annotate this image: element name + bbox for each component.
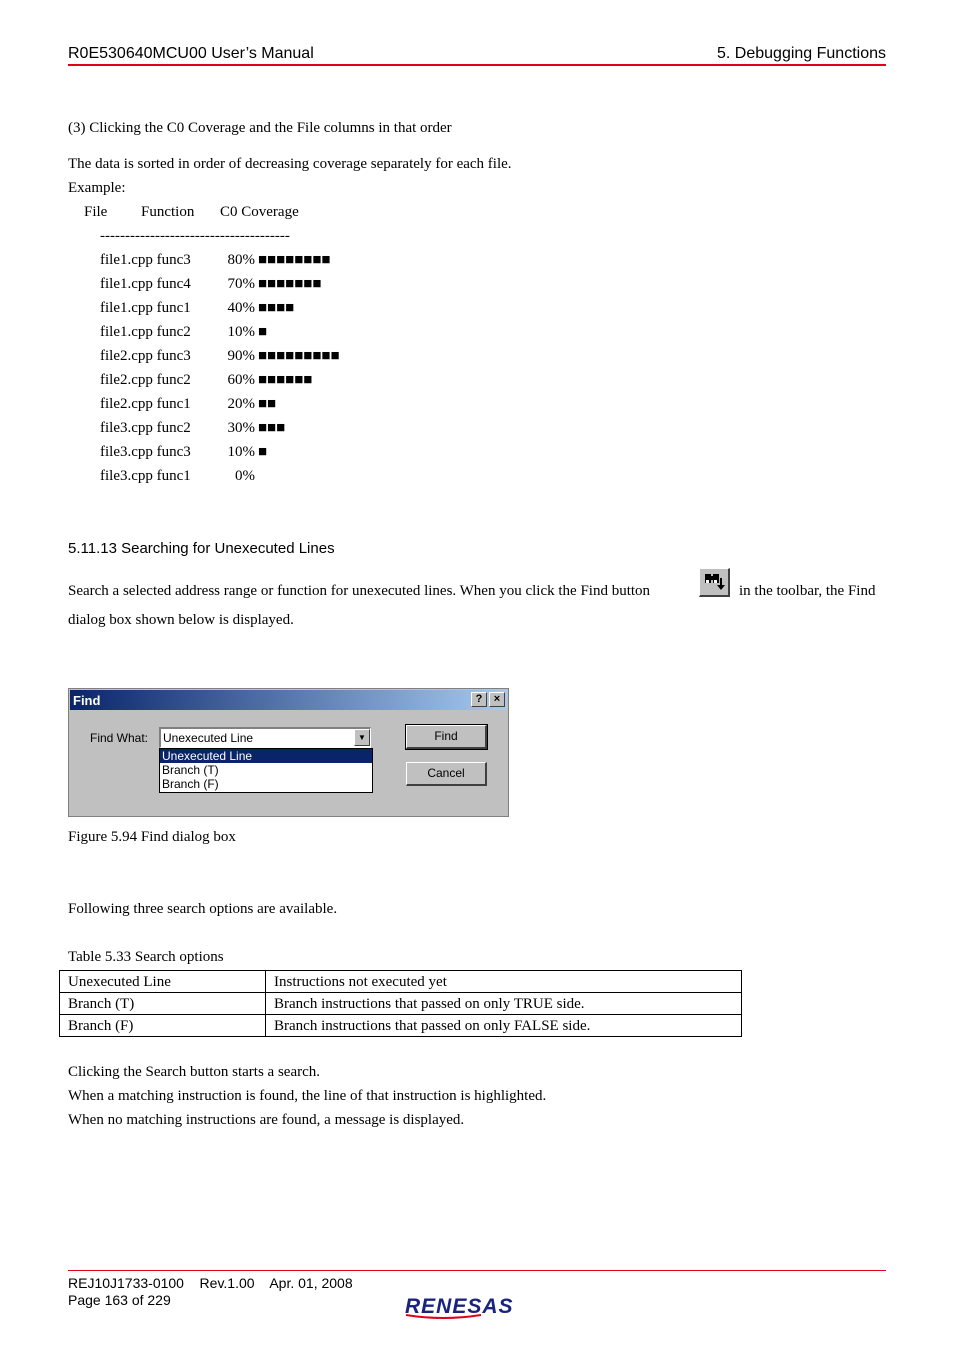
closing-line-1: Clicking the Search button starts a search.: [68, 1064, 321, 1080]
coverage-percent: 90%: [227, 348, 255, 364]
coverage-percent: 40%: [227, 300, 255, 316]
closing-line-3: When no matching instructions are found, a message is displayed.: [68, 1112, 465, 1128]
dialog-title: Find: [73, 693, 101, 708]
search-options-table: [59, 970, 742, 1037]
footer-date: Apr. 01, 2008: [269, 1275, 353, 1291]
coverage-bar: ■■■■■■■: [258, 276, 322, 292]
dropdown-option[interactable]: Branch (F): [162, 777, 219, 791]
option-name-cell: Branch (F): [60, 1015, 266, 1037]
coverage-bar: ■■■: [258, 420, 286, 436]
find-what-label: Find What:: [90, 731, 149, 745]
coverage-bar: ■: [258, 444, 268, 460]
coverage-percent: 10%: [227, 444, 255, 460]
coverage-function-name: file3.cpp func1: [100, 468, 191, 484]
header-manual-title: R0E530640MCU00 User’s Manual: [68, 45, 314, 62]
table-row: [60, 971, 742, 993]
footer-page-number: Page 163 of 229: [68, 1292, 171, 1308]
coverage-function-name: file1.cpp func3: [100, 252, 191, 268]
coverage-bar: ■■■■: [258, 300, 295, 316]
example-label: Example:: [68, 180, 126, 196]
logo-wordmark: RENESAS: [405, 1295, 514, 1318]
coverage-bar: ■■■■■■: [258, 372, 313, 388]
combo-value: Unexecuted Line: [163, 731, 254, 745]
coverage-percent: 20%: [227, 396, 255, 412]
chevron-down-icon[interactable]: ▼: [354, 729, 370, 746]
column-header-function: Function: [141, 204, 195, 220]
search-paragraph-part2: in the toolbar, the Find: [739, 583, 876, 599]
dropdown-option[interactable]: Unexecuted Line: [160, 749, 372, 763]
dialog-titlebar: [70, 690, 507, 710]
example-separator: --------------------------------------: [100, 228, 290, 244]
section-title: 5.11.13 Searching for Unexecuted Lines: [68, 540, 335, 557]
option-name-cell: Branch (T): [60, 993, 266, 1015]
footer-doc-info: [68, 1275, 353, 1291]
coverage-function-name: file1.cpp func4: [100, 276, 191, 292]
table-row: [60, 993, 742, 1015]
table-caption: Table 5.33 Search options: [68, 949, 224, 965]
coverage-function-name: file3.cpp func2: [100, 420, 191, 436]
closing-line-2: When a matching instruction is found, the line of that instruction is highlighted.: [68, 1088, 547, 1104]
coverage-percent: 60%: [227, 372, 255, 388]
find-dialog: [68, 688, 509, 817]
sort-description: The data is sorted in order of decreasing coverage separately for each file.: [68, 156, 512, 172]
search-paragraph-part1: Search a selected address range or function for unexecuted lines. When you click the Find button: [68, 583, 651, 599]
option-description-cell: Instructions not executed yet: [266, 971, 742, 993]
help-button[interactable]: ?: [471, 692, 487, 707]
coverage-function-name: file1.cpp func2: [100, 324, 191, 340]
find-what-combo[interactable]: [159, 727, 371, 748]
column-header-coverage: C0 Coverage: [220, 204, 299, 220]
footer-rev: Rev.1.00: [199, 1275, 255, 1291]
options-intro: Following three search options are available.: [68, 901, 338, 917]
coverage-bar: ■■■■■■■■■: [258, 348, 340, 364]
coverage-function-name: file2.cpp func2: [100, 372, 191, 388]
coverage-percent: 10%: [227, 324, 255, 340]
coverage-bar: ■: [258, 324, 268, 340]
find-button[interactable]: Find: [406, 725, 487, 749]
subsection-heading: (3) Clicking the C0 Coverage and the File columns in that order: [68, 120, 452, 136]
coverage-bar: ■■: [258, 396, 277, 412]
header-chapter-title: 5. Debugging Functions: [717, 45, 886, 62]
coverage-percent: 80%: [227, 252, 255, 268]
dropdown-option[interactable]: Branch (T): [162, 763, 219, 777]
coverage-percent: 70%: [227, 276, 255, 292]
figure-caption: Figure 5.94 Find dialog box: [68, 829, 236, 845]
find-what-dropdown-list[interactable]: [159, 748, 373, 793]
search-paragraph-line2: dialog box shown below is displayed.: [68, 612, 294, 628]
coverage-function-name: file2.cpp func3: [100, 348, 191, 364]
footer-doc-id: REJ10J1733-0100: [68, 1275, 184, 1291]
coverage-bar: ■■■■■■■■: [258, 252, 331, 268]
option-description-cell: Branch instructions that passed on only TRUE side.: [266, 993, 742, 1015]
header-rule: [68, 64, 886, 66]
option-name-cell: Unexecuted Line: [60, 971, 266, 993]
find-binoculars-icon: [699, 568, 730, 597]
renesas-logo: [403, 1291, 551, 1321]
coverage-function-name: file2.cpp func1: [100, 396, 191, 412]
coverage-percent: 30%: [227, 420, 255, 436]
coverage-percent: 0%: [235, 468, 255, 484]
footer-rule: [68, 1270, 886, 1271]
table-row: [60, 1015, 742, 1037]
coverage-function-name: file1.cpp func1: [100, 300, 191, 316]
option-description-cell: Branch instructions that passed on only FALSE side.: [266, 1015, 742, 1037]
column-header-file: File: [84, 204, 108, 220]
cancel-button[interactable]: Cancel: [406, 762, 487, 786]
close-button[interactable]: ×: [489, 692, 505, 707]
coverage-function-name: file3.cpp func3: [100, 444, 191, 460]
